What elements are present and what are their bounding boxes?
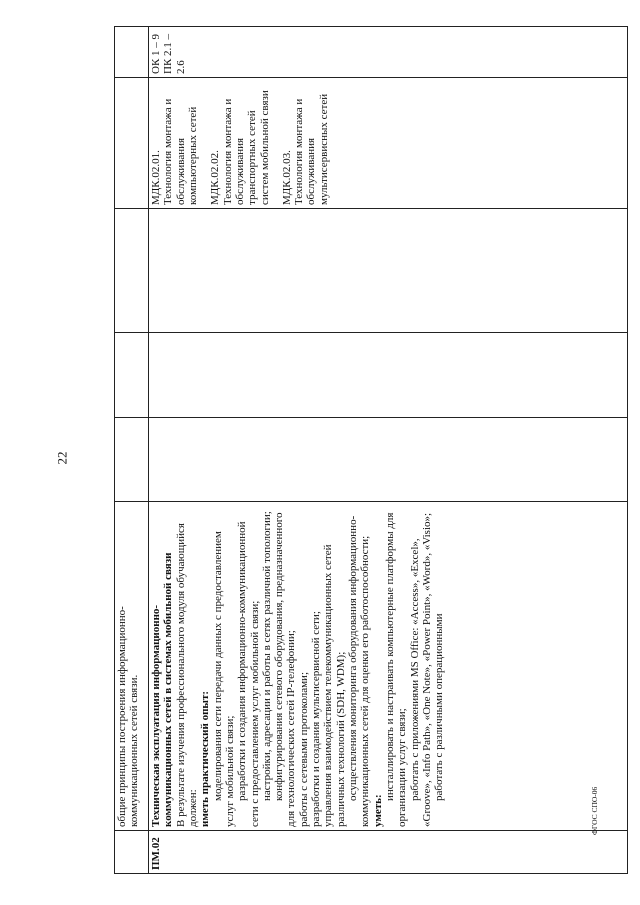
mdk-name: Технология монтажа и обслуживания транспортных сетей систем мобильной связи — [221, 90, 271, 205]
module-title: Техническая эксплуатация информационно-коммуникационных сетей в системах мобильной связи — [150, 552, 175, 827]
mdk-code: МДК.02.02. — [209, 150, 222, 205]
cell-module-content — [149, 502, 628, 831]
cell-code-empty — [115, 831, 149, 874]
cell-empty — [115, 209, 149, 333]
skills-item: работать с приложениями MS Office: «Access», «Excel», «Groove», «Info Path», «One Note», «Power Point», «Word», «Visio»; — [408, 512, 433, 827]
cell-empty — [115, 78, 149, 209]
page-number: 22 — [54, 451, 70, 465]
table-row-pm02 — [149, 27, 628, 874]
cell-empty — [149, 209, 628, 333]
practice-item: настройки, адресации и работы в сетях различной топологии; — [260, 511, 273, 801]
content-line: коммуникационных сетей связи. — [128, 674, 141, 827]
rotated-table-sheet — [114, 26, 628, 874]
practice-item: моделирования сети передачи данных с предоставлением услуг мобильной связи; — [211, 531, 236, 827]
practice-item: осуществления мониторинга оборудования информационно-коммуникационных сетей для оценки его работоспособности; — [347, 515, 372, 827]
cell-mdk-list — [149, 78, 628, 209]
competency-professional: ПК 2.1 – 2.6 — [162, 33, 187, 74]
mdk-name: Технология монтажа и обслуживания компьютерных сетей — [162, 98, 199, 205]
cell-empty — [115, 333, 149, 418]
content-line: общие принципы построения информационно- — [116, 606, 128, 827]
module-intro: В результате изучения профессионального модуля обучающийся должен: — [174, 523, 199, 827]
practice-item: разработки и создания информационно-коммуникационной сети с предоставлением услуг мобильной связи; — [236, 521, 261, 827]
skills-heading: уметь: — [371, 794, 384, 827]
mdk-name: Технология монтажа и обслуживания мультисервисных сетей — [293, 93, 330, 205]
table-row-previous-continuation — [115, 27, 149, 874]
skills-item: работать с различными операционными — [433, 613, 446, 801]
cell-competencies — [149, 27, 628, 78]
cell-empty — [115, 27, 149, 78]
practice-item: разработки и создания мультисервисной сети; — [310, 611, 323, 827]
practice-item: работы с сетевыми протоколами; — [297, 671, 310, 827]
cell-empty — [149, 418, 628, 502]
mdk-code: МДК.02.01. — [150, 150, 162, 205]
cell-content-continuation — [115, 502, 149, 831]
cell-empty — [149, 333, 628, 418]
footer-standard-label: ФГОС СПО-06 — [590, 786, 599, 835]
cell-empty — [115, 418, 149, 502]
practice-heading: иметь практический опыт: — [199, 690, 212, 827]
skills-item: инсталлировать и настраивать компьютерные платформы для организации услуг связи; — [383, 512, 409, 827]
cell-module-code: ПМ.02 — [149, 831, 628, 874]
curriculum-table — [114, 26, 628, 874]
competency-general: ОК 1 – 9 — [150, 33, 162, 74]
practice-item: управления взаимодействием телекоммуникационных сетей различных технологий (SDH, WDM); — [322, 544, 347, 827]
mdk-code: МДК.02.03. — [280, 150, 293, 205]
practice-item: конфигурирования сетевого оборудования, предназначенного для технологических сетей IP-телефонии; — [273, 512, 298, 827]
